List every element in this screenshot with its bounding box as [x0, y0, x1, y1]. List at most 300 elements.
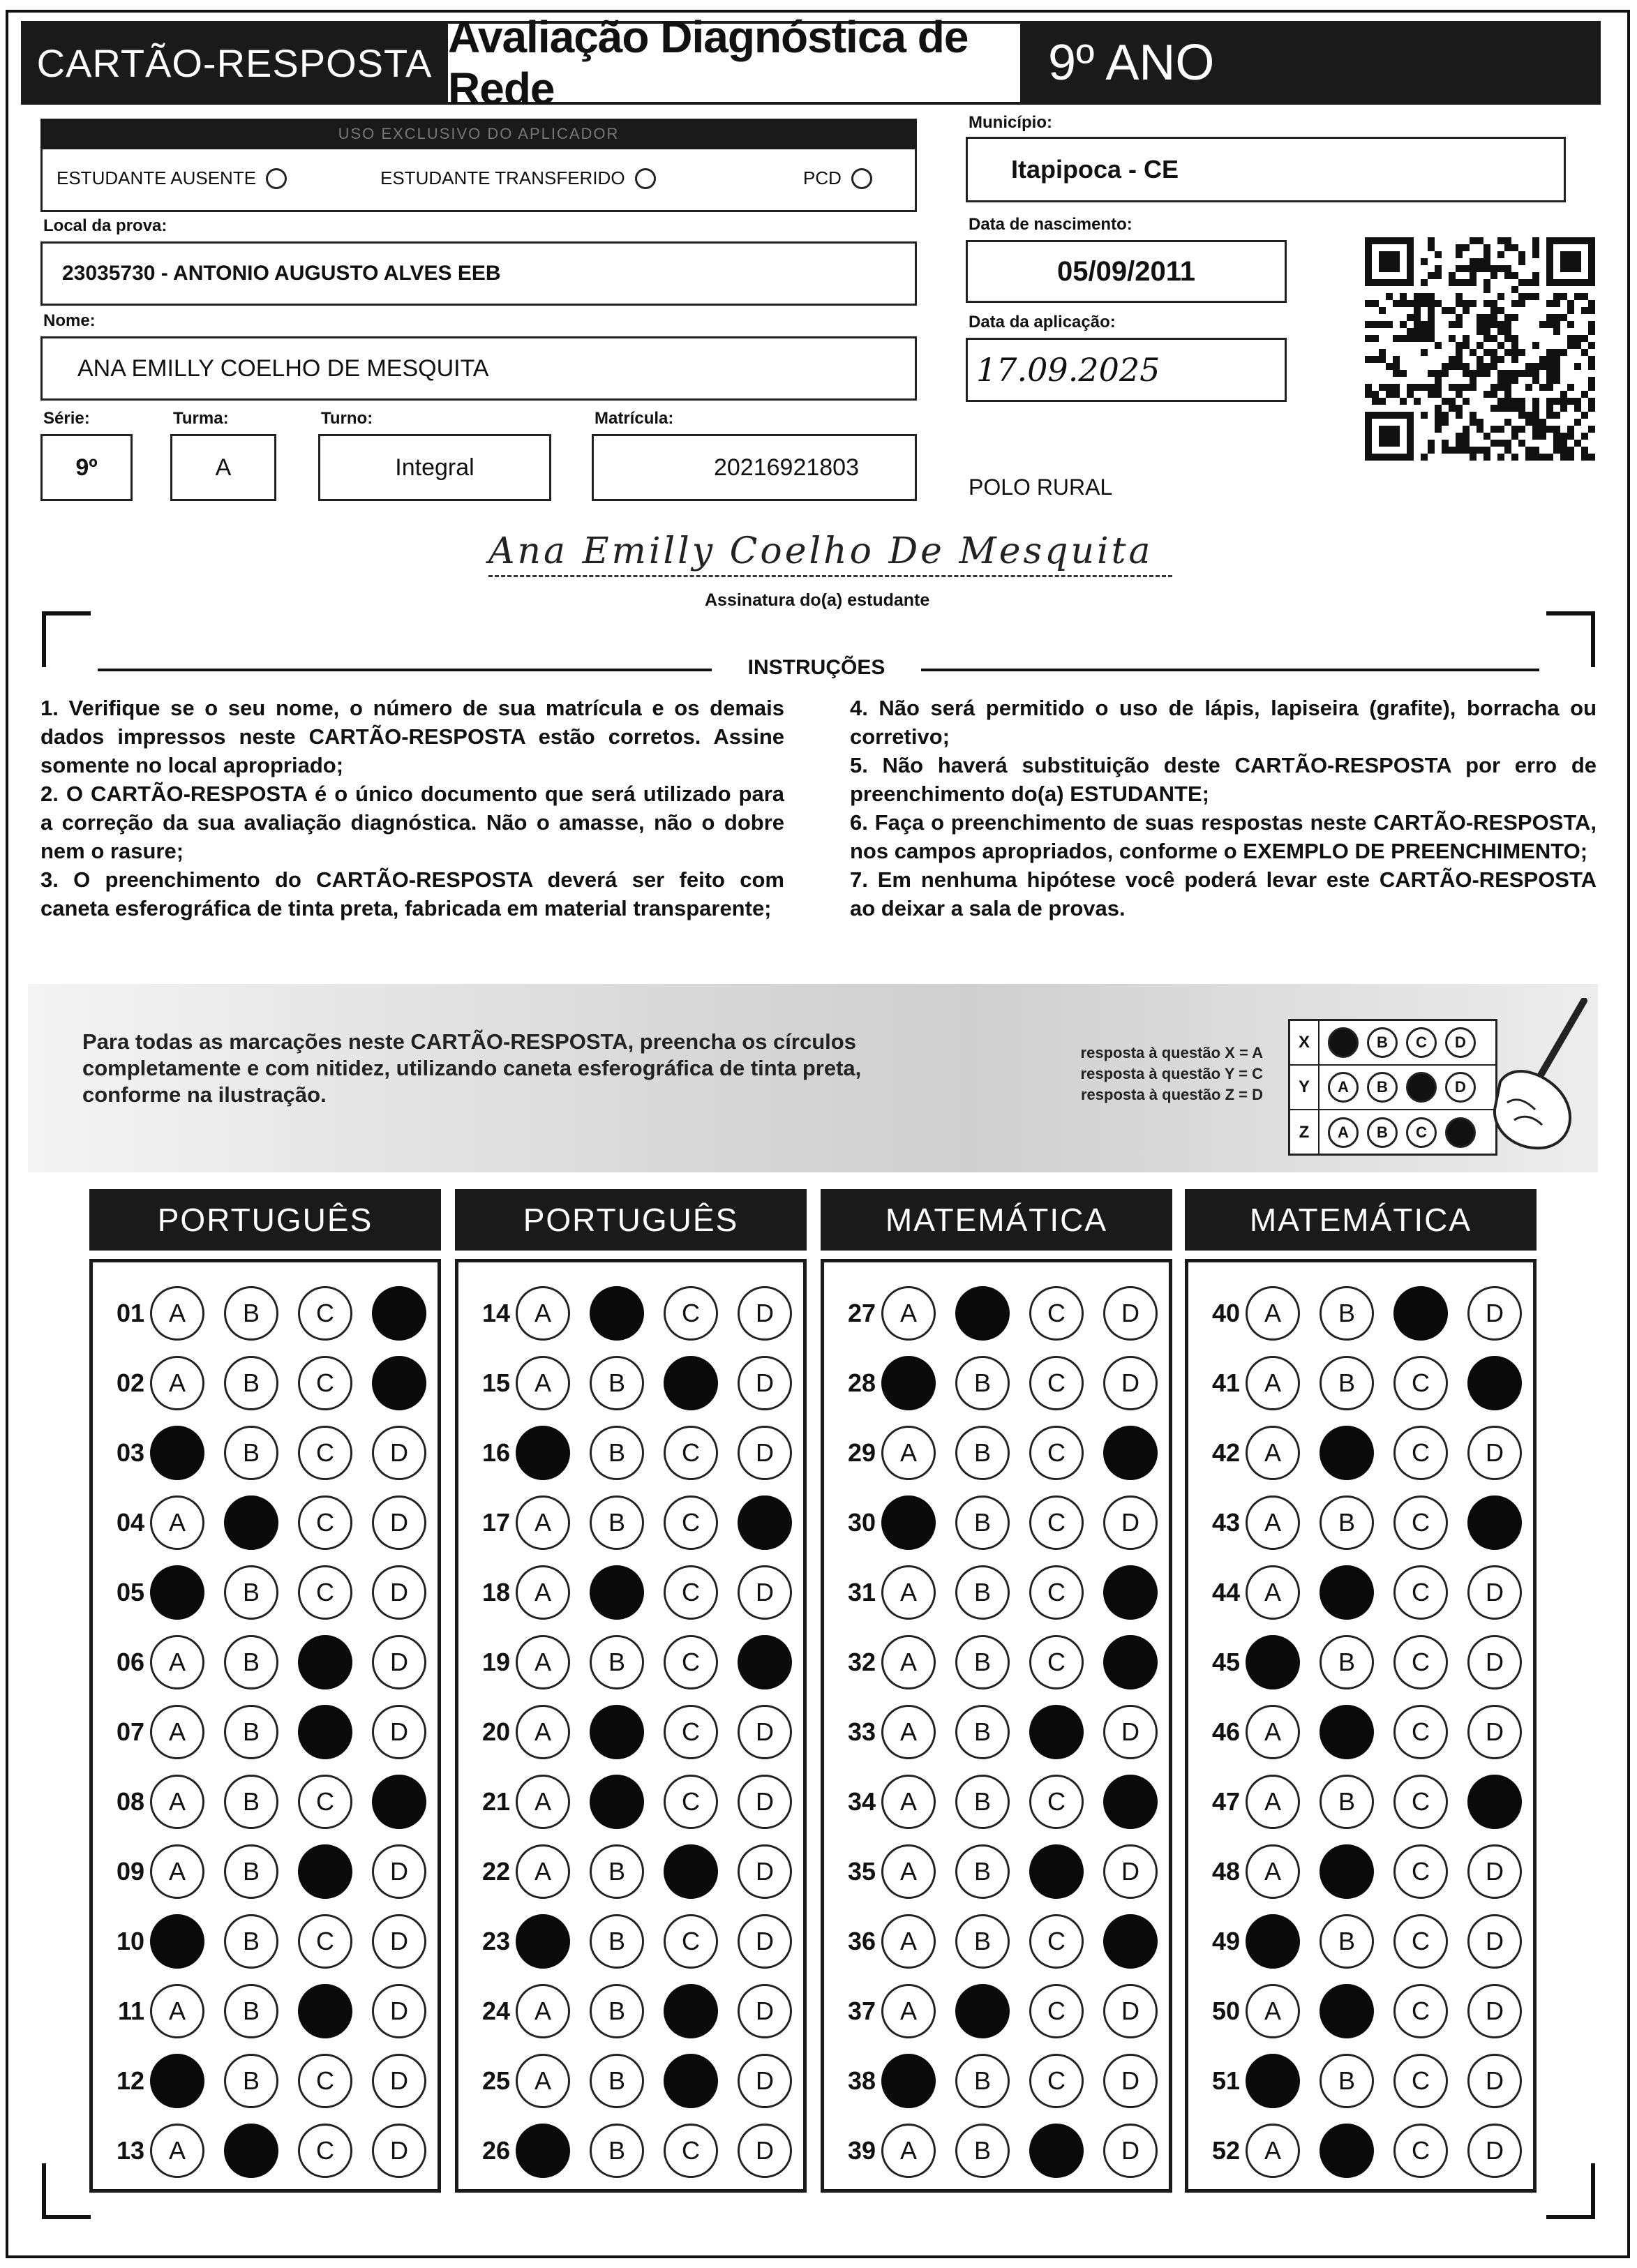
- qr-module: [1525, 447, 1532, 454]
- answer-bubble-a[interactable]: A: [1246, 1286, 1300, 1341]
- qr-module: [1463, 447, 1470, 454]
- answer-bubble-d[interactable]: [1103, 1426, 1158, 1480]
- answer-bubble-c[interactable]: C: [1029, 1914, 1084, 1969]
- answer-bubble-a[interactable]: A: [516, 1775, 570, 1829]
- answer-bubble-d[interactable]: D: [738, 1426, 792, 1480]
- answer-bubble-b[interactable]: [1320, 1565, 1374, 1620]
- answer-bubble-d[interactable]: D: [1103, 2124, 1158, 2178]
- answer-bubble-b[interactable]: B: [590, 1356, 644, 1410]
- answer-bubble-d[interactable]: [1103, 1635, 1158, 1689]
- answer-bubble-b[interactable]: B: [224, 1565, 278, 1620]
- answer-bubble-a[interactable]: [881, 1356, 936, 1410]
- local-field: 23035730 - ANTONIO AUGUSTO ALVES EEB: [40, 241, 917, 306]
- answer-bubble-d[interactable]: D: [1103, 1356, 1158, 1410]
- qr-module: [1511, 286, 1518, 293]
- qr-module: [1400, 293, 1407, 300]
- qr-module: [1400, 335, 1407, 342]
- qr-module: [1497, 293, 1504, 300]
- answer-bubble-d[interactable]: [1467, 1356, 1522, 1410]
- answer-bubble-d[interactable]: D: [738, 1356, 792, 1410]
- answer-bubble-a[interactable]: A: [1246, 1705, 1300, 1759]
- answer-bubble-d[interactable]: D: [738, 1705, 792, 1759]
- answer-bubble-c[interactable]: C: [1029, 1635, 1084, 1689]
- answer-bubble-d[interactable]: [372, 1356, 426, 1410]
- answer-bubble-a[interactable]: [1246, 1635, 1300, 1689]
- answer-bubble-a[interactable]: A: [881, 1844, 936, 1899]
- answer-bubble-c[interactable]: C: [298, 2054, 352, 2108]
- signature-label: Assinatura do(a) estudante: [705, 590, 930, 610]
- question-number: 38: [847, 2066, 876, 2095]
- qr-module: [1483, 279, 1490, 286]
- answer-bubble-d[interactable]: [738, 1635, 792, 1689]
- answer-bubble-c[interactable]: C: [1029, 1775, 1084, 1829]
- question-number: 13: [116, 2136, 144, 2165]
- answer-bubble-c[interactable]: C: [664, 1775, 718, 1829]
- answer-bubble-c[interactable]: C: [664, 1495, 718, 1550]
- answer-bubble-c[interactable]: [298, 1705, 352, 1759]
- answer-bubble-a[interactable]: A: [881, 1565, 936, 1620]
- answer-bubble-a[interactable]: A: [881, 1426, 936, 1480]
- answer-bubble-b[interactable]: [1320, 1844, 1374, 1899]
- qr-module: [1435, 384, 1442, 391]
- answer-bubble-b[interactable]: B: [1320, 1356, 1374, 1410]
- qr-module: [1532, 293, 1539, 300]
- answer-bubble-d[interactable]: D: [372, 1844, 426, 1899]
- answer-bubble-b[interactable]: B: [1320, 1914, 1374, 1969]
- answer-bubble-a[interactable]: A: [881, 1635, 936, 1689]
- answer-bubble-d[interactable]: D: [1103, 1286, 1158, 1341]
- answer-bubble-c[interactable]: C: [1393, 1844, 1448, 1899]
- answer-bubble-a[interactable]: A: [881, 2124, 936, 2178]
- answer-bubble-c[interactable]: [664, 1984, 718, 2038]
- qr-module: [1490, 307, 1497, 314]
- answer-bubble-b[interactable]: B: [590, 1914, 644, 1969]
- qr-module: [1428, 321, 1435, 328]
- answer-bubble-d[interactable]: D: [738, 1914, 792, 1969]
- answer-bubble-a[interactable]: A: [516, 1635, 570, 1689]
- question-number: 43: [1211, 1508, 1240, 1537]
- qr-module: [1428, 384, 1435, 391]
- answer-bubble-b[interactable]: B: [590, 2124, 644, 2178]
- answer-bubble-c[interactable]: C: [664, 1635, 718, 1689]
- answer-bubble-c[interactable]: C: [298, 2124, 352, 2178]
- answer-bubble-a[interactable]: A: [516, 1844, 570, 1899]
- answer-bubble-c[interactable]: C: [664, 2124, 718, 2178]
- answer-bubble-c[interactable]: C: [1029, 1286, 1084, 1341]
- answer-bubble-b[interactable]: [1320, 2124, 1374, 2178]
- qr-module: [1553, 377, 1560, 384]
- answer-bubble-a[interactable]: A: [150, 1356, 204, 1410]
- answer-bubble-b[interactable]: B: [224, 1705, 278, 1759]
- question-row: [1198, 1914, 1541, 1969]
- answer-bubble-a[interactable]: A: [150, 1705, 204, 1759]
- answer-bubble-c[interactable]: C: [1029, 1356, 1084, 1410]
- answer-bubble-d[interactable]: D: [1103, 1844, 1158, 1899]
- answer-bubble-a[interactable]: A: [150, 2124, 204, 2178]
- qr-module: [1442, 447, 1449, 454]
- answer-bubble-a[interactable]: [516, 2124, 570, 2178]
- answer-bubble-d[interactable]: D: [1467, 1914, 1522, 1969]
- pcd-bubble[interactable]: [851, 168, 872, 189]
- answer-bubble-c[interactable]: C: [1029, 1426, 1084, 1480]
- answer-bubble-b[interactable]: B: [955, 1635, 1010, 1689]
- answer-bubble-d[interactable]: D: [1467, 1984, 1522, 2038]
- qr-module: [1372, 321, 1379, 328]
- answer-bubble-c[interactable]: C: [1393, 2124, 1448, 2178]
- question-row: [834, 1844, 1177, 1899]
- answer-bubble-c[interactable]: C: [1393, 1426, 1448, 1480]
- qr-module: [1379, 426, 1400, 447]
- answer-bubble-a[interactable]: A: [516, 1286, 570, 1341]
- answer-bubble-b[interactable]: [590, 1775, 644, 1829]
- absent-option[interactable]: [57, 167, 287, 189]
- answer-bubble-a[interactable]: A: [516, 1495, 570, 1550]
- qr-module: [1546, 370, 1553, 377]
- answer-bubble-c[interactable]: [664, 1844, 718, 1899]
- answer-bubble-a[interactable]: A: [1246, 1495, 1300, 1550]
- answer-bubble-b[interactable]: B: [224, 1356, 278, 1410]
- question-row: [834, 1775, 1177, 1829]
- answer-bubble-d[interactable]: D: [1467, 1565, 1522, 1620]
- answer-bubble-d[interactable]: [1467, 1775, 1522, 1829]
- answer-bubble-d[interactable]: D: [738, 1775, 792, 1829]
- answer-bubble-b[interactable]: B: [955, 1565, 1010, 1620]
- answer-bubble-a[interactable]: [150, 2054, 204, 2108]
- answer-bubble-d[interactable]: D: [372, 2124, 426, 2178]
- answer-bubble-a[interactable]: A: [516, 1565, 570, 1620]
- question-row: [103, 1565, 446, 1620]
- answer-bubble-d[interactable]: [738, 1495, 792, 1550]
- answer-bubble-c[interactable]: C: [1393, 1914, 1448, 1969]
- question-row: [103, 1914, 446, 1969]
- answer-bubble-a[interactable]: A: [516, 1984, 570, 2038]
- qr-module: [1428, 237, 1435, 244]
- answer-bubble-b[interactable]: B: [955, 1356, 1010, 1410]
- answer-bubble-c[interactable]: [1029, 1844, 1084, 1899]
- answer-bubble-c[interactable]: C: [1393, 1565, 1448, 1620]
- qr-module: [1560, 293, 1567, 300]
- question-number: 44: [1211, 1578, 1240, 1606]
- answer-bubble-a[interactable]: [150, 1565, 204, 1620]
- question-number: 25: [481, 2066, 510, 2095]
- answer-bubble-d[interactable]: D: [738, 1984, 792, 2038]
- answer-bubble-c[interactable]: C: [298, 1775, 352, 1829]
- example-bubble: A: [1328, 1072, 1359, 1103]
- answer-bubble-d[interactable]: D: [738, 1286, 792, 1341]
- question-number: 15: [481, 1368, 510, 1397]
- answer-bubble-b[interactable]: B: [955, 1495, 1010, 1550]
- answer-bubble-b[interactable]: B: [1320, 1286, 1374, 1341]
- answer-bubble-c[interactable]: [1029, 1705, 1084, 1759]
- answer-bubble-d[interactable]: D: [1467, 1286, 1522, 1341]
- qr-module: [1483, 328, 1490, 335]
- question-number: 45: [1211, 1648, 1240, 1676]
- answer-bubble-d[interactable]: D: [372, 1984, 426, 2038]
- answer-bubble-c[interactable]: C: [1393, 1495, 1448, 1550]
- answer-bubble-a[interactable]: A: [881, 1775, 936, 1829]
- answer-bubble-b[interactable]: B: [1320, 2054, 1374, 2108]
- qr-module: [1518, 412, 1525, 419]
- qr-module: [1490, 391, 1497, 398]
- answer-bubble-c[interactable]: [664, 2054, 718, 2108]
- answer-bubble-d[interactable]: D: [372, 1914, 426, 1969]
- answer-bubble-b[interactable]: B: [590, 2054, 644, 2108]
- answer-bubble-a[interactable]: A: [150, 1286, 204, 1341]
- answer-bubble-d[interactable]: D: [1103, 2054, 1158, 2108]
- answer-bubble-c[interactable]: C: [1029, 1495, 1084, 1550]
- answer-bubble-c[interactable]: [1393, 1286, 1448, 1341]
- answer-bubble-c[interactable]: [298, 1984, 352, 2038]
- answer-bubble-b[interactable]: B: [590, 1844, 644, 1899]
- answer-bubble-d[interactable]: D: [1467, 1705, 1522, 1759]
- question-row: [1198, 1635, 1541, 1689]
- answer-bubble-c[interactable]: C: [664, 1914, 718, 1969]
- qr-module: [1588, 307, 1595, 314]
- answer-bubble-b[interactable]: B: [590, 1426, 644, 1480]
- qr-module: [1372, 398, 1379, 405]
- answer-bubble-a[interactable]: [1246, 1914, 1300, 1969]
- question-row: [1198, 2124, 1541, 2178]
- answer-bubble-a[interactable]: [881, 2054, 936, 2108]
- answer-bubble-d[interactable]: D: [1467, 1635, 1522, 1689]
- question-number: 23: [481, 1927, 510, 1955]
- qr-module: [1463, 363, 1470, 370]
- qr-module: [1581, 412, 1588, 419]
- answer-bubble-c[interactable]: [664, 1356, 718, 1410]
- answer-bubble-c[interactable]: C: [664, 1565, 718, 1620]
- answer-bubble-c[interactable]: C: [1393, 1356, 1448, 1410]
- qr-module: [1428, 391, 1435, 398]
- answer-bubble-a[interactable]: A: [881, 1705, 936, 1759]
- question-number: 50: [1211, 1997, 1240, 2025]
- answer-bubble-c[interactable]: C: [1029, 2054, 1084, 2108]
- answer-bubble-a[interactable]: A: [1246, 1356, 1300, 1410]
- answer-bubble-b[interactable]: B: [224, 1844, 278, 1899]
- qr-module: [1511, 356, 1518, 363]
- answer-bubble-b[interactable]: B: [590, 1495, 644, 1550]
- question-row: [834, 1565, 1177, 1620]
- qr-module: [1588, 342, 1595, 349]
- pcd-option[interactable]: [803, 167, 872, 189]
- answer-bubble-a[interactable]: [516, 1914, 570, 1969]
- qr-module: [1421, 335, 1428, 342]
- answer-bubble-b[interactable]: B: [1320, 1635, 1374, 1689]
- answer-bubble-a[interactable]: A: [1246, 1565, 1300, 1620]
- answer-bubble-d[interactable]: D: [1103, 1495, 1158, 1550]
- answer-bubble-d[interactable]: D: [372, 1705, 426, 1759]
- answer-bubble-a[interactable]: [881, 1495, 936, 1550]
- answer-bubble-b[interactable]: B: [955, 1775, 1010, 1829]
- question-number: 19: [481, 1648, 510, 1676]
- answer-bubble-d[interactable]: D: [1467, 1426, 1522, 1480]
- transferred-option[interactable]: [380, 167, 656, 189]
- answer-bubble-d[interactable]: [372, 1286, 426, 1341]
- question-number: 37: [847, 1997, 876, 2025]
- answer-bubble-a[interactable]: A: [150, 1844, 204, 1899]
- answer-bubble-c[interactable]: C: [1393, 1775, 1448, 1829]
- qr-module: [1497, 440, 1504, 447]
- answer-bubble-d[interactable]: D: [372, 1426, 426, 1480]
- answer-bubble-a[interactable]: A: [881, 1914, 936, 1969]
- nascimento-label: Data de nascimento:: [969, 215, 1133, 234]
- answer-bubble-a[interactable]: [150, 1914, 204, 1969]
- answer-bubble-b[interactable]: B: [955, 1914, 1010, 1969]
- answer-bubble-a[interactable]: A: [150, 1495, 204, 1550]
- answer-bubble-a[interactable]: [516, 1426, 570, 1480]
- answer-bubble-c[interactable]: C: [1393, 1984, 1448, 2038]
- absent-bubble[interactable]: [266, 168, 287, 189]
- answer-bubble-d[interactable]: D: [372, 1565, 426, 1620]
- answer-bubble-c[interactable]: [298, 1844, 352, 1899]
- question-number: 18: [481, 1578, 510, 1606]
- answer-bubble-a[interactable]: A: [1246, 1775, 1300, 1829]
- corner-bottom-right: [1546, 2163, 1595, 2219]
- answer-bubble-c[interactable]: C: [1393, 2054, 1448, 2108]
- answer-bubble-c[interactable]: C: [298, 1495, 352, 1550]
- answer-bubble-a[interactable]: A: [1246, 1426, 1300, 1480]
- qr-module: [1581, 349, 1588, 356]
- answer-bubble-b[interactable]: [590, 1286, 644, 1341]
- answer-bubble-b[interactable]: B: [955, 1844, 1010, 1899]
- answer-bubble-b[interactable]: B: [224, 1775, 278, 1829]
- answer-bubble-b[interactable]: [224, 2124, 278, 2178]
- answer-bubble-d[interactable]: D: [738, 2054, 792, 2108]
- answer-bubble-a[interactable]: A: [150, 1775, 204, 1829]
- answer-bubble-b[interactable]: B: [955, 2124, 1010, 2178]
- answer-bubble-a[interactable]: [1246, 2054, 1300, 2108]
- answer-bubble-b[interactable]: [955, 1984, 1010, 2038]
- answer-bubble-c[interactable]: [298, 1635, 352, 1689]
- answer-bubble-c[interactable]: C: [298, 1426, 352, 1480]
- answer-bubble-b[interactable]: [1320, 1705, 1374, 1759]
- question-number: 14: [481, 1299, 510, 1327]
- card-title: CARTÃO-RESPOSTA: [21, 21, 448, 105]
- answer-bubble-c[interactable]: C: [1029, 1565, 1084, 1620]
- answer-bubble-d[interactable]: D: [738, 2124, 792, 2178]
- qr-module: [1511, 272, 1518, 279]
- answer-bubble-d[interactable]: D: [738, 1844, 792, 1899]
- answer-bubble-b[interactable]: B: [224, 1914, 278, 1969]
- answer-bubble-a[interactable]: A: [516, 1705, 570, 1759]
- answer-bubble-a[interactable]: [150, 1426, 204, 1480]
- answer-bubble-c[interactable]: C: [298, 1356, 352, 1410]
- answer-bubble-a[interactable]: A: [1246, 2124, 1300, 2178]
- answer-bubble-a[interactable]: A: [1246, 1844, 1300, 1899]
- answer-bubble-c[interactable]: C: [298, 1286, 352, 1341]
- answer-bubble-c[interactable]: C: [298, 1914, 352, 1969]
- question-row: [468, 1426, 812, 1480]
- qr-module: [1490, 384, 1497, 391]
- qr-module: [1574, 363, 1581, 370]
- answer-bubble-b[interactable]: B: [224, 1984, 278, 2038]
- qr-module: [1456, 342, 1463, 349]
- subject-answers: [89, 1259, 441, 2193]
- qr-module: [1421, 328, 1428, 335]
- qr-module: [1435, 251, 1442, 258]
- answer-bubble-d[interactable]: [372, 1775, 426, 1829]
- answer-bubble-d[interactable]: D: [372, 1495, 426, 1550]
- answer-bubble-d[interactable]: D: [1103, 1984, 1158, 2038]
- answer-bubble-c[interactable]: C: [1393, 1705, 1448, 1759]
- answer-bubble-a[interactable]: A: [150, 1635, 204, 1689]
- answer-bubble-c[interactable]: C: [664, 1705, 718, 1759]
- answer-bubble-a[interactable]: A: [1246, 1984, 1300, 2038]
- qr-module: [1372, 356, 1379, 363]
- answer-bubble-d[interactable]: [1467, 1495, 1522, 1550]
- answer-bubble-c[interactable]: C: [1393, 1635, 1448, 1689]
- answer-bubble-b[interactable]: B: [224, 1426, 278, 1480]
- qr-module: [1449, 321, 1456, 328]
- answer-bubble-c[interactable]: [1029, 2124, 1084, 2178]
- question-number: 06: [116, 1648, 144, 1676]
- answer-bubble-b[interactable]: [224, 1495, 278, 1550]
- qr-module: [1581, 454, 1588, 461]
- instruction-1: 1. Verifique se o seu nome, o número de sua matrícula e os demais dados impressos neste CARTÃO-RESPOSTA estão corretos. Assine somente no local apropriado;: [40, 696, 784, 777]
- answer-bubble-b[interactable]: B: [224, 2054, 278, 2108]
- signature-area: [488, 516, 1172, 579]
- answer-bubble-a[interactable]: A: [516, 1356, 570, 1410]
- answer-bubble-b[interactable]: B: [590, 1635, 644, 1689]
- answer-bubble-a[interactable]: A: [881, 1286, 936, 1341]
- answer-bubble-d[interactable]: [1103, 1775, 1158, 1829]
- answer-bubble-d[interactable]: D: [372, 2054, 426, 2108]
- answer-bubble-b[interactable]: B: [224, 1286, 278, 1341]
- answer-bubble-b[interactable]: B: [224, 1635, 278, 1689]
- transferred-bubble[interactable]: [635, 168, 656, 189]
- answer-bubble-b[interactable]: B: [590, 1984, 644, 2038]
- question-row: [103, 1286, 446, 1341]
- qr-module: [1504, 377, 1511, 384]
- answer-bubble-a[interactable]: A: [150, 1984, 204, 2038]
- answer-bubble-c[interactable]: C: [664, 1286, 718, 1341]
- answer-bubble-b[interactable]: [1320, 1426, 1374, 1480]
- answer-bubble-d[interactable]: [1103, 1565, 1158, 1620]
- answer-bubble-a[interactable]: A: [881, 1984, 936, 2038]
- answer-bubble-b[interactable]: [590, 1705, 644, 1759]
- qr-module: [1463, 342, 1470, 349]
- answer-bubble-b[interactable]: [955, 1286, 1010, 1341]
- answer-bubble-c[interactable]: C: [664, 1426, 718, 1480]
- answer-bubble-d[interactable]: [1103, 1914, 1158, 1969]
- answer-bubble-d[interactable]: D: [738, 1565, 792, 1620]
- qr-module: [1483, 244, 1490, 251]
- answer-bubble-d[interactable]: D: [372, 1635, 426, 1689]
- answer-bubble-b[interactable]: B: [1320, 1775, 1374, 1829]
- answer-bubble-c[interactable]: C: [1029, 1984, 1084, 2038]
- answer-bubble-d[interactable]: D: [1467, 2124, 1522, 2178]
- answer-bubble-b[interactable]: B: [955, 1705, 1010, 1759]
- answer-bubble-d[interactable]: D: [1467, 1844, 1522, 1899]
- answer-bubble-a[interactable]: A: [516, 2054, 570, 2108]
- qr-module: [1490, 321, 1497, 328]
- answer-bubble-b[interactable]: B: [955, 2054, 1010, 2108]
- qr-module: [1497, 384, 1504, 391]
- answer-bubble-d[interactable]: D: [1467, 2054, 1522, 2108]
- qr-module: [1525, 412, 1532, 419]
- subject-header: MATEMÁTICA: [1185, 1189, 1537, 1251]
- qr-module: [1435, 426, 1442, 433]
- answer-bubble-c[interactable]: C: [298, 1565, 352, 1620]
- answer-bubble-b[interactable]: [1320, 1984, 1374, 2038]
- answer-bubble-b[interactable]: B: [1320, 1495, 1374, 1550]
- qr-module: [1497, 328, 1504, 335]
- answer-bubble-b[interactable]: B: [955, 1426, 1010, 1480]
- answer-bubble-b[interactable]: [590, 1565, 644, 1620]
- qr-module: [1553, 328, 1560, 335]
- answer-bubble-d[interactable]: D: [1103, 1705, 1158, 1759]
- qr-module: [1497, 377, 1504, 384]
- qr-module: [1400, 370, 1407, 377]
